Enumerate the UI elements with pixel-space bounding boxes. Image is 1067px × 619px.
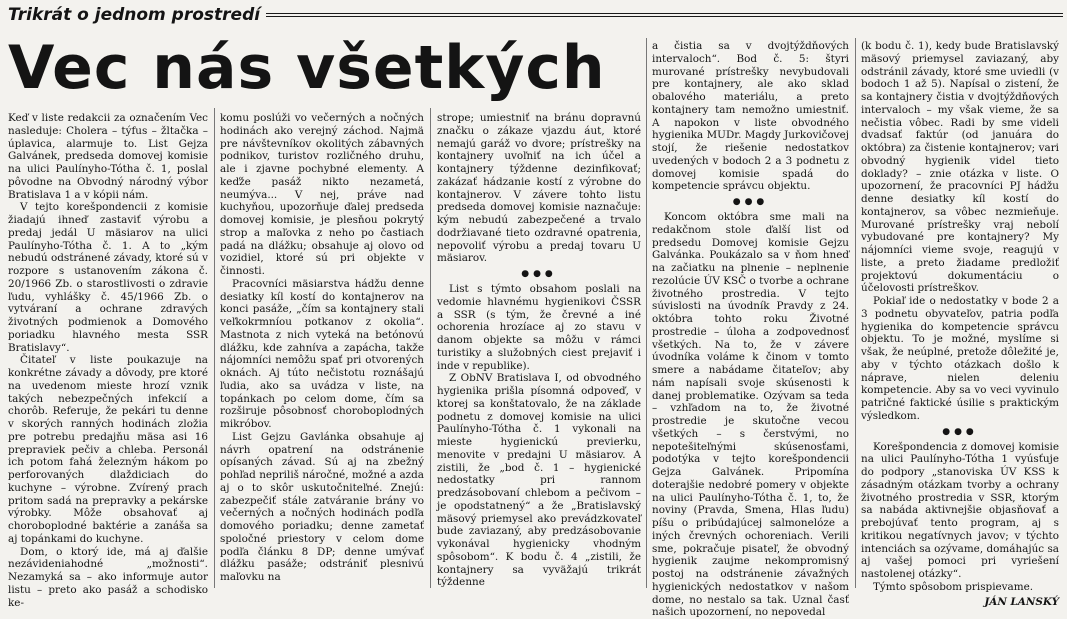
author-signature: JÁN LANSKÝ xyxy=(984,595,1059,608)
paragraph: V tejto korešpondencii z komisie žiadajú ihneď zastaviť výrobu a predaj jedál U mäsiarov na ulici Paulínyho-Tótha č. 1. A to „kým nebudú odstránené závady, ktoré sú v rozpore s ustanovením zákona č. 20/1966 Zb. o starostlivosti o zdravie ľudu, vyhlášky č. 45/1966 Zb. o vytváraní a ochrane zdravých životných podmienok a Domového poriadku hlavného mesta SSR Bratislavy“. xyxy=(8,201,208,354)
kicker xyxy=(8,4,1063,26)
column-divider xyxy=(646,38,647,588)
paragraph: Korešpondencia z domovej komisie na ulici Paulínyho-Tótha 1 vyúsťuje do podpory „stanoviska ÚV KSS k zásadným otázkam tvorby a ochrany životného prostredia v SSR, ktorým sa nabáda aktivnejšie objasňovať a prebojúvať tento program, aj s kritikou negatívnych javov; v týchto intenciách sa ozývame, domáhajúc sa aj vašej pomoci pri vyriešení nastolenej otázky“. xyxy=(861,440,1059,580)
paragraph: Z ObNV Bratislava I, od obvodného hygienika prišla písomná odpoveď, v ktorej sa konštatovalo, že na základe podnetu z domovej komisie na ulici Paulínyho-Tótha č. 1 vykonali na mieste hygienickú previerku, menovite v predajni U mäsiarov. A zistili, že „bod č. 1 – hygienické nedostatky pri rannom predzásobovaní chlebom a pečivom – je opodstatnený“ a že „Bratislavský mäsový priemysel ako prevádzkovateľ bude zaviazaný, aby predzásobovanie vykonával hygienicky vhodným spôsobom“. K bodu č. 4 „zistili, že kontajnery sa vyväžajú trikrát týždenne xyxy=(437,372,641,589)
kicker-text: Trikrát o jednom prostredí xyxy=(8,5,261,25)
article-column-2 xyxy=(220,112,424,594)
article-column-3 xyxy=(437,112,641,594)
article-column-4 xyxy=(652,40,849,619)
column-divider xyxy=(430,108,431,588)
section-separator: ●●● xyxy=(942,426,978,437)
paragraph: List Gejzu Gavlánka obsahuje aj návrh opatrení na odstránenie opísaných závad. Sú aj na zbežný pohľad nepriliš náročné, možné a azda aj o to skôr uskutočniteľné. Znejú: zabezpečiť stále zatváranie brány vo večerných a nočných hodinách podľa domového poriadku; denne zametať spoločné priestory v celom dome podľa článku 8 DP; denne umývať dlážku pasáže; odstrániť plesnivú maľovku na xyxy=(220,430,424,583)
paragraph: Pracovníci mäsiarstva hádžu denne desiatky kíl kostí do kontajnerov na konci pasáže, „čím sa kontajnery stali veľkokrmníou potkanov z okolia“. Mastnota z nich vyteká na betónovú dlážku, kde zahníva a zapácha, takže nájomníci nemôžu spať pri otvorených oknách. Aj túto nečistotu roznášajú ľudia, ako sa uvádza v liste, na topánkach po celom dome, čím sa rozširuje pôsobnosť choroboplodných mikróbov. xyxy=(220,277,424,430)
paragraph: Týmto spôsobom prispievame. xyxy=(873,580,1034,593)
section-separator: ●●● xyxy=(521,269,557,279)
section-separator: ●●● xyxy=(732,197,769,207)
column-divider xyxy=(855,38,856,588)
paragraph: Dom, o ktorý ide, má aj ďalšie nezávideniahodné „možnosti“. Nezamyká sa – ako informuje autor listu – preto ako pasáž a schodisko ke- xyxy=(8,545,208,609)
paragraph: a čistia sa v dvojtýždňových intervaloch“. Bod č. 5: štyri murované prístrešky nevybudovali pre kontajnery, ale ako sklad obalového materiálu, a preto kontajnery tam nemožno umiestniť. A napokon v liste obvodného hygienika MUDr. Magdy Jurkovičovej stojí, že riešenie nedostatkov uvedených v bodoch 2 a 3 podnetu z domovej komisie spadá do kompetencie správcu objektu. xyxy=(652,40,849,193)
kicker-rule xyxy=(266,13,1063,17)
article-column-5 xyxy=(861,40,1059,608)
column-divider xyxy=(214,108,215,588)
paragraph: Koncom októbra sme mali na redakčnom stole ďalší list od predsedu Domovej komisie Gejzu Galvánka. Poukázalo sa v ňom hneď na začiatku na plnenie – neplnenie rezolúcie ÚV KSČ o tvorbe a ochrane životného prostredia. V tejto súvislosti na úvodník Pravdy z 24. októbra tohto roku Životné prostredie – úloha a zodpovednosť všetkých. Na to, že v závere úvodníka voláme k činom v tomto smere a nabádame čitateľov; aby nám napísali svoje skúsenosti k danej problematike. Ozývam sa teda – vzhľadom na to, že životné prostredie je skutočne vecou všetkých – s čerstvými, no nepotešiteľnými skúsenosťami, podotýka v tejto korešpondencii Gejza Galvánek. Pripomína doterajšie nedobré pomery v objekte na ulici Paulínyho-Tótha č. 1, to, že noviny (Pravda, Smena, Hlas ľudu) píšu o pribúdajúcej salmonelóze a iných črevných ochoreniach. Verili sme, pokračuje pisateľ, že obvodný hygienik zaujme nekompromisný postoj na odstránenie závažných hygienických nedostatkov v našom dome, no nestalo sa tak. Uznal časť našich upozornení, no nepovedal xyxy=(652,211,849,619)
article-column-1 xyxy=(8,112,208,609)
headline: Vec nás všetkých xyxy=(8,33,606,103)
paragraph: List s týmto obsahom poslali na vedomie hlavnému hygienikovi ČSSR a SSR (s tým, že črevné a iné ochorenia hrozíace aj zo stavu v danom objekte sa môžu v rámci turistiky a služobných ciest prejaviť i inde v republike). xyxy=(437,283,641,372)
paragraph: Čitateľ v liste poukazuje na konkrétne závady a dôvody, pre ktoré na uvedenom mieste hrozí vznik takých nebezpečných infekcií a chorôb. Referuje, že pekári tu denne v skorých ranných hodinách zložia pre potrebu predajňu mäsa asi 16 prepraviek pečiv a chleba. Personál ich potom fahá železným hákom po perforovaných dlaždiciach do kuchyne – výrobne. Zvírený prach pritom sadá na prepravky a pekárske výrobky. Môže obsahovať aj choroboplodné baktérie a zanáša sa aj topánkami do kuchyne. xyxy=(8,354,208,545)
paragraph: komu poslúži vo večerných a nočných hodinách ako verejný záchod. Najmä pre návštevníkov okolitých zábavných podnikov, turistov rozličného druhu, ale i zjavne pochybné elementy. A keďže pasáž nikto nezametá, neumýva... V nej, práve nad kuchyňou, upozorňuje ďalej predseda domovej komisie, je plesňou pokrytý strop a maľovka z neho po častiach padá na dlážku; obsahuje aj olovo od vozidiel, ktoré sú pri objekte v činnosti. xyxy=(220,112,424,277)
paragraph: Pokiaľ ide o nedostatky v bode 2 a 3 podnetu obyvateľov, patria podľa hygienika do kompetencie správcu objektu. To je možné, myslíme si však, že neúplné, pretože dôležité je, aby v týchto otázkach došlo k náprave, nielen deleniu kompetencie. Aby sa vo veci vyvinulo patričné faktické úsilie s praktickým výsledkom. xyxy=(861,295,1059,422)
paragraph: Keď v liste redakcii za označením Vec nasleduje: Cholera – týfus – žltačka – úplavica, alarmuje to. List Gejza Galvánek, predseda domovej komisie na ulici Paulínyho-Tótha č. 1, poslal pôvodne na Obvodný národný výbor Bratislava 1 a v kópii nám. xyxy=(8,112,208,201)
paragraph: strope; umiestniť na bránu dopravnú značku o zákaze vjazdu áut, ktoré nemajú garáž vo dvore; prístrešky na kontajnery uvoľniť na ich účel a kontajnery týždenne dezinfikovať; zakázať hádzanie kostí z výrobne do kontajnerov. V závere tohto listu predseda domovej komisie naznačuje: kým nebudú zabezpečené a trvalo dodržiavané tieto ozdravné opatrenia, nepovoliť výrobu a predaj tovaru U mäsiarov. xyxy=(437,112,641,265)
paragraph: (k bodu č. 1), kedy bude Bratislavský mäsový priemysel zaviazaný, aby odstránil závady, ktoré sme uviedli (v bodoch 1 až 5). Napísal o zistení, že sa kontajnery čistia v dvojtýždňových intervaloch – my však vieme, že sa nečistia vôbec. Radi by sme videli dvadsať faktúr (od januára do októbra) za čistenie kontajnerov; vari obvodný hygienik videl tieto doklady? – znie otázka v liste. O upozornení, že pracovníci PJ hádžu denne desiatky kíl kostí do kontajnerov, sa vôbec nezmieňuje. Murované prístrešky vraj nebolí vybudované pre kontajnery? My nájomníci vieme svoje, reagujú v liste, a preto žiadame predložiť projektovú dokumentáciu o účelovosti prístreškov. xyxy=(861,40,1059,295)
